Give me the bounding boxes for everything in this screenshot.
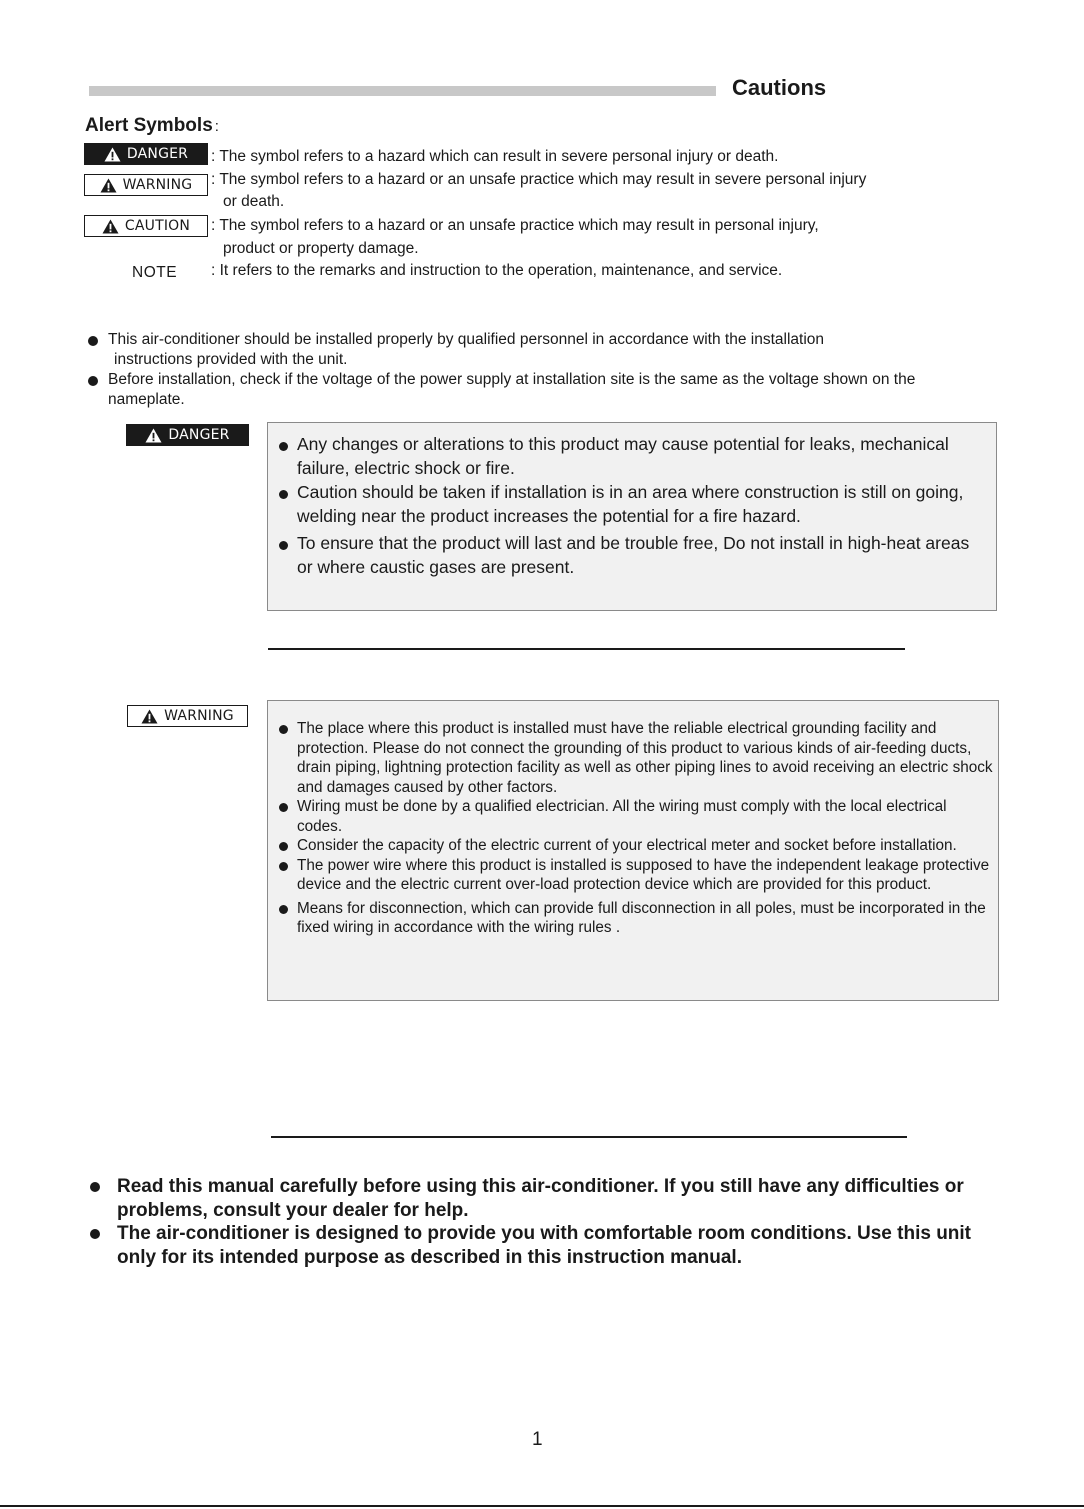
bullet-icon <box>279 490 288 499</box>
list-item-text: The power wire where this product is installed is supposed to have the independent leakage protective device and the electric current over-load protection device which are provided for this product. <box>297 856 990 893</box>
list-item <box>278 719 994 797</box>
bullet-icon <box>279 541 288 550</box>
caution-badge <box>84 215 208 237</box>
warning-triangle-icon <box>102 219 119 234</box>
list-item <box>88 1222 988 1269</box>
list-item-text: The place where this product is installed must have the reliable electrical grounding facility and protection. Please do not connect the grounding of this product to various kinds of air-feeding ducts, drain piping, lightning protection facility as well as other piping lines to avoid receiving an electric shock and damages caused by other factors. <box>297 720 993 796</box>
final-notes-list <box>88 1175 988 1269</box>
danger-box <box>267 422 997 611</box>
list-item <box>88 1175 988 1222</box>
bullet-icon <box>279 803 288 812</box>
note-label: NOTE <box>132 264 178 281</box>
warning-definition-line2: or death. <box>223 193 285 210</box>
alert-symbols-heading <box>85 114 219 139</box>
list-item <box>278 836 994 856</box>
list-item-text: Caution should be taken if installation is in an area where construction is still on going, welding near the product increases the potential for a fire hazard. <box>297 482 964 526</box>
warning-triangle-icon <box>100 178 117 193</box>
list-item-text: To ensure that the product will last and be trouble free, Do not install in high-heat areas or where caustic gases are present. <box>297 533 970 577</box>
bullet-icon <box>279 442 288 451</box>
warning-definition-line1: : The symbol refers to a hazard or an unsafe practice which may result in severe personal injury <box>211 171 867 188</box>
list-item <box>278 856 994 895</box>
bullet-icon <box>90 1229 100 1239</box>
list-item-text: The air-conditioner is designed to provide you with comfortable room conditions. Use this unit only for its intended purpose as described in this instruction manual. <box>117 1223 972 1268</box>
divider <box>271 1136 907 1138</box>
warning-triangle-icon <box>104 147 121 162</box>
caution-definition-line1: : The symbol refers to a hazard or an unsafe practice which may result in personal injury, <box>211 217 819 234</box>
list-item-text: Consider the capacity of the electric current of your electrical meter and socket before installation. <box>297 837 957 854</box>
danger-section-badge-label: DANGER <box>168 427 230 443</box>
warning-badge <box>84 174 208 196</box>
bullet-icon <box>279 862 288 871</box>
bullet-icon <box>90 1182 100 1192</box>
list-item-text: Wiring must be done by a qualified electrician. All the wiring must comply with the local electrical codes. <box>297 798 947 835</box>
list-item <box>278 481 988 528</box>
header-bar <box>89 86 716 96</box>
alert-symbols-heading-text: Alert Symbols <box>85 115 213 136</box>
list-item-text: Before installation, check if the voltage of the power supply at installation site is the same as the voltage shown on the nameplate. <box>108 371 916 408</box>
danger-list <box>278 433 988 580</box>
danger-badge-label: DANGER <box>126 146 189 162</box>
list-item <box>278 797 994 836</box>
list-item-text: instructions provided with the unit. <box>114 351 348 368</box>
list-item <box>278 532 988 579</box>
intro-list <box>86 330 986 410</box>
warning-triangle-icon <box>141 709 158 724</box>
list-item <box>278 899 994 938</box>
warning-box <box>267 700 999 1001</box>
list-item-text: Means for disconnection, which can provide full disconnection in all poles, must be incorporated in the fixed wiring in accordance with the wiring rules . <box>297 899 986 936</box>
warning-section-badge-label: WARNING <box>164 708 234 724</box>
bullet-icon <box>279 905 288 914</box>
list-item-text: Any changes or alterations to this product may cause potential for leaks, mechanical failure, electric shock or fire. <box>297 434 949 478</box>
list-item <box>86 370 986 410</box>
list-item-text: Read this manual carefully before using this air-conditioner. If you still have any difficulties or problems, consult your dealer for help. <box>117 1176 964 1221</box>
list-item-text: This air-conditioner should be installed properly by qualified personnel in accordance with the installation <box>108 331 824 348</box>
list-item <box>278 433 988 480</box>
warning-badge-label: WARNING <box>122 177 193 193</box>
bullet-icon <box>279 725 288 734</box>
warning-list <box>278 719 994 938</box>
caution-badge-label: CAUTION <box>124 218 191 234</box>
danger-definition: : The symbol refers to a hazard which can result in severe personal injury or death. <box>211 148 779 165</box>
bullet-icon <box>88 336 98 346</box>
bottom-rule <box>0 1505 1084 1507</box>
divider <box>268 648 905 650</box>
note-definition: : It refers to the remarks and instruction to the operation, maintenance, and service. <box>211 262 783 279</box>
warning-triangle-icon <box>145 428 162 443</box>
heading-colon: : <box>214 118 219 135</box>
bullet-icon <box>279 842 288 851</box>
list-item <box>86 330 986 370</box>
danger-badge <box>84 143 208 165</box>
bullet-icon <box>88 376 98 386</box>
danger-section-badge <box>126 424 249 446</box>
warning-section-badge <box>127 705 248 727</box>
page-title: Cautions <box>732 75 827 100</box>
caution-definition-line2: product or property damage. <box>223 240 419 257</box>
page-number: 1 <box>532 1429 543 1450</box>
